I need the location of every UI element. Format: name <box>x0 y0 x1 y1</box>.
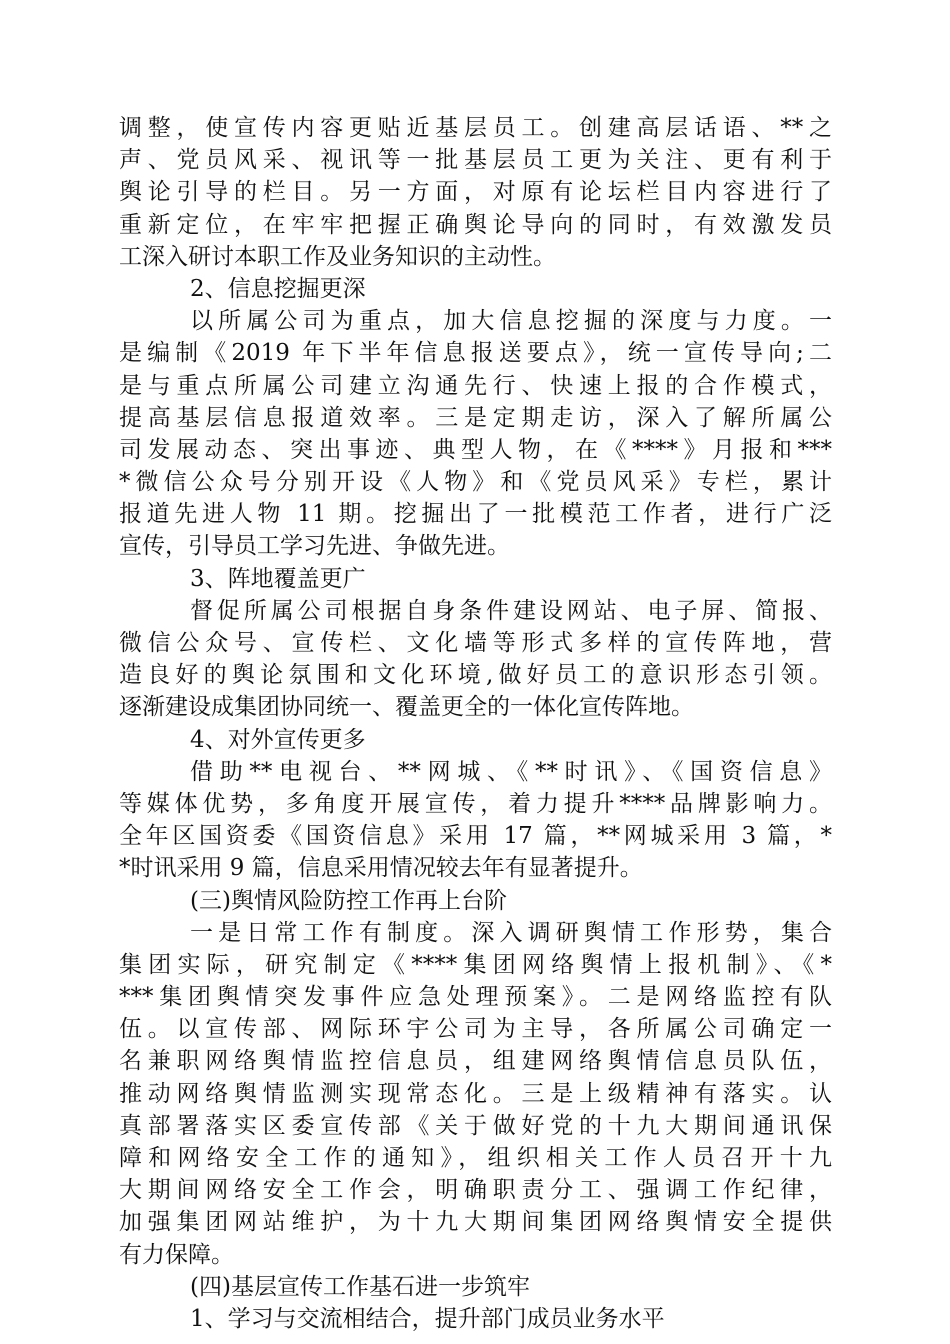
text-line: 大期间网络安全工作会，明确职责分工、强调工作纪律， <box>119 1177 832 1204</box>
text-line: *时讯采用 9 篇，信息采用情况较去年有显著提升。 <box>119 855 643 882</box>
section-heading: 3、阵地覆盖更广 <box>190 565 366 592</box>
text-line: 重新定位，在牢牢把握正确舆论导向的同时，有效激发员 <box>119 211 832 238</box>
document-body <box>119 112 832 1335</box>
text-line: 推动网络舆情监测实现常态化。三是上级精神有落实。认 <box>119 1080 832 1107</box>
text-line: 真部署落实区委宣传部《关于做好党的十九大期间通讯保 <box>119 1112 832 1139</box>
text-line: 工深入研讨本职工作及业务知识的主动性。 <box>119 243 556 270</box>
text-line: 以所属公司为重点，加大信息挖掘的深度与力度。一 <box>190 308 832 335</box>
text-line: 借助**电视台、**网城、《**时讯》、《国资信息》 <box>190 758 832 785</box>
section-heading: (三)舆情风险防控工作再上台阶 <box>190 887 507 914</box>
text-line: 加强集团网站维护，为十九大期间集团网络舆情安全提供 <box>119 1209 832 1236</box>
text-line: 微信公众号、宣传栏、文化墙等形式多样的宣传阵地，营 <box>119 630 832 656</box>
text-line: 一是日常工作有制度。深入调研舆情工作形势，集合 <box>190 919 832 946</box>
text-line: 逐渐建设成集团协同统一、覆盖更全的一体化宣传阵地。 <box>119 694 694 721</box>
section-heading: 4、对外宣传更多 <box>190 726 366 753</box>
text-line: 司发展动态、突出事迹、典型人物，在《****》月报和*** <box>119 436 832 463</box>
text-line: 名兼职网络舆情监控信息员，组建网络舆情信息员队伍， <box>119 1048 832 1075</box>
text-line: 全年区国资委《国资信息》采用 17 篇，**网城采用 3 篇，* <box>119 823 832 850</box>
text-line: 是与重点所属公司建立沟通先行、快速上报的合作模式， <box>119 372 832 399</box>
text-line: 调整，使宣传内容更贴近基层员工。创建高层话语、**之 <box>119 115 832 141</box>
text-line: 等媒体优势，多角度开展宣传，着力提升****品牌影响力。 <box>119 790 832 817</box>
text-line: 舆论引导的栏目。另一方面，对原有论坛栏目内容进行了 <box>119 179 832 206</box>
text-line: 集团实际，研究制定《****集团网络舆情上报机制》、《* <box>119 951 832 978</box>
text-line: 提高基层信息报道效率。三是定期走访，深入了解所属公 <box>119 404 832 431</box>
text-line: 障和网络安全工作的通知》，组织相关工作人员召开十九 <box>119 1145 832 1171</box>
text-line: 伍。以宣传部、网际环宇公司为主导，各所属公司确定一 <box>119 1016 832 1043</box>
section-heading: 1、学习与交流相结合，提升部门成员业务水平 <box>190 1305 665 1332</box>
text-line: 声、党员风采、视讯等一批基层员工更为关注、更有利于 <box>119 147 832 174</box>
section-heading: (四)基层宣传工作基石进一步筑牢 <box>190 1273 530 1300</box>
text-line: 宣传，引导员工学习先进、争做先进。 <box>119 533 510 560</box>
text-line: 是编制《2019 年下半年信息报送要点》，统一宣传导向;二 <box>119 340 832 367</box>
section-heading: 2、信息挖掘更深 <box>190 275 366 302</box>
text-line: 造良好的舆论氛围和文化环境,做好员工的意识形态引领。 <box>119 662 832 689</box>
text-line: *微信公众号分别开设《人物》和《党员风采》专栏，累计 <box>119 469 832 496</box>
text-line: 有力保障。 <box>119 1241 234 1268</box>
text-line: ***集团舆情突发事件应急处理预案》。二是网络监控有队 <box>119 984 832 1011</box>
text-line: 督促所属公司根据自身条件建设网站、电子屏、简报、 <box>190 597 832 624</box>
text-line: 报道先进人物 11 期。挖掘出了一批模范工作者，进行广泛 <box>119 501 832 528</box>
